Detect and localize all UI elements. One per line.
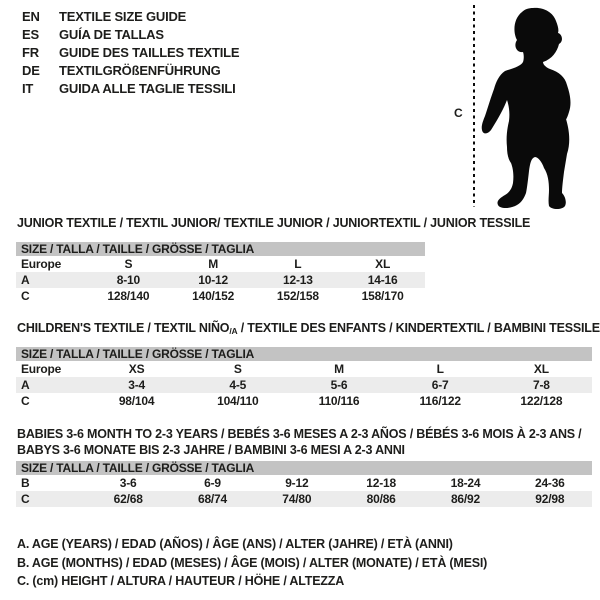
lang-row-it — [22, 80, 239, 98]
table-row-height — [16, 491, 592, 507]
note-a: A. AGE (YEARS) / EDAD (AÑOS) / ÂGE (ANS) / ALTER (JAHRE) / ETÀ (ANNI) — [17, 537, 453, 551]
table-row-height — [16, 288, 425, 304]
cell: 152/158 — [276, 289, 319, 303]
cell: C — [21, 394, 30, 408]
cell: 3-6 — [119, 476, 137, 490]
cell: 92/98 — [508, 491, 592, 507]
size-header-row — [16, 242, 425, 256]
size-header-bar: SIZE / TALLA / TAILLE / GRÖSSE / TAGLIA — [16, 242, 425, 256]
cell: C — [21, 289, 30, 303]
lang-code: EN — [22, 9, 40, 24]
lang-code: FR — [22, 45, 39, 60]
lang-title: TEXTILE SIZE GUIDE — [59, 9, 187, 24]
cell: 14-16 — [340, 272, 425, 288]
cell: Europe — [21, 257, 62, 271]
size-header-bar: SIZE / TALLA / TAILLE / GRÖSSE / TAGLIA — [16, 347, 592, 361]
cell: A — [16, 377, 86, 393]
lang-title: GUIDA ALLE TAGLIE TESSILI — [59, 81, 236, 96]
babies-table-title — [17, 426, 581, 458]
title-text: CHILDREN'S TEXTILE / TEXTIL NIÑO — [17, 321, 230, 335]
table-row-age — [16, 377, 592, 393]
cell: 4-5 — [187, 377, 288, 393]
title-subscript: /A — [229, 326, 238, 336]
lang-code: IT — [22, 81, 34, 96]
cell: S — [233, 362, 242, 376]
title-line-1: BABIES 3-6 MONTH TO 2-3 YEARS / BEBÉS 3-6 MESES A 2-3 AÑOS / BÉBÉS 3-6 MOIS À 2-3 ANS / — [17, 427, 582, 441]
cell: 18-24 — [450, 476, 481, 490]
cell: 12-13 — [256, 272, 341, 288]
lang-title: GUÍA DE TALLAS — [59, 27, 164, 42]
cell: 10-12 — [171, 272, 256, 288]
table-row-age-months — [16, 475, 592, 491]
cell: 86/92 — [423, 491, 507, 507]
lang-row-es — [22, 26, 239, 44]
cell: 3-4 — [86, 377, 187, 393]
title-line-2: BABYS 3-6 MONATE BIS 2-3 JAHRE / BAMBINI 3-6 MESI A 2-3 ANNI — [17, 443, 405, 457]
table-row-height — [16, 393, 592, 409]
cell: XL — [533, 362, 549, 376]
cell: 122/128 — [520, 394, 563, 408]
cell: 8-10 — [86, 272, 171, 288]
cell: L — [436, 362, 444, 376]
cell: 104/110 — [217, 394, 259, 408]
lang-title: GUIDE DES TAILLES TEXTILE — [59, 45, 240, 60]
lang-code: ES — [22, 27, 39, 42]
cell: 12-18 — [366, 476, 396, 490]
note-b: B. AGE (MONTHS) / EDAD (MESES) / ÂGE (MOIS) / ALTER (MONATE) / ETÀ (MESI) — [17, 555, 488, 570]
table-row-europe — [16, 361, 592, 377]
cell: Europe — [21, 362, 62, 376]
table-row-europe — [16, 256, 425, 272]
language-title-list — [22, 8, 239, 98]
table-row-age — [16, 272, 425, 288]
title-text: / TEXTILE DES ENFANTS / KINDERTEXTIL / BAMBINI TESSILE — [237, 321, 600, 335]
lang-row-fr — [22, 44, 239, 62]
cell: L — [294, 257, 302, 271]
note-c: C. (cm) HEIGHT / ALTURA / HAUTEUR / HÖHE / ALTEZZA — [17, 574, 345, 588]
size-header-bar: SIZE / TALLA / TAILLE / GRÖSSE / TAGLIA — [16, 461, 592, 475]
cell: 116/122 — [419, 394, 461, 408]
cell: 9-12 — [285, 476, 309, 490]
cell: S — [124, 257, 133, 271]
cell: 7-8 — [491, 377, 592, 393]
cell: 68/74 — [170, 491, 254, 507]
cell: 140/152 — [192, 289, 235, 303]
cell: 74/80 — [255, 491, 339, 507]
cell: 6-9 — [204, 476, 221, 490]
cell: XL — [375, 257, 391, 271]
cell: 6-7 — [390, 377, 491, 393]
junior-table-title: JUNIOR TEXTILE / TEXTIL JUNIOR/ TEXTILE JUNIOR / JUNIORTEXTIL / JUNIOR TESSILE — [17, 216, 531, 230]
junior-size-table — [16, 242, 425, 304]
cell: XS — [128, 362, 145, 376]
children-table-title — [17, 321, 600, 336]
cell: 62/68 — [86, 491, 170, 507]
lang-row-de — [22, 62, 239, 80]
cell: 80/86 — [339, 491, 423, 507]
cell: A — [16, 272, 86, 288]
cell: M — [208, 257, 219, 271]
cell: B — [21, 476, 30, 490]
cell: 5-6 — [288, 377, 389, 393]
lang-row-en — [22, 8, 239, 26]
cell: 110/116 — [318, 394, 360, 408]
size-header-row — [16, 461, 592, 475]
toddler-silhouette-icon — [479, 2, 599, 214]
cell: 128/140 — [107, 289, 150, 303]
height-dotted-line — [473, 5, 475, 207]
size-header-row — [16, 347, 592, 361]
cell: C — [16, 491, 86, 507]
cell: 158/170 — [361, 289, 404, 303]
children-size-table — [16, 347, 592, 409]
legend-notes — [17, 535, 487, 591]
cell: 24-36 — [534, 476, 565, 490]
lang-code: DE — [22, 63, 40, 78]
cell: M — [334, 362, 344, 376]
lang-title: TEXTILGRÖßENFÜHRUNG — [59, 63, 221, 78]
babies-size-table — [16, 461, 592, 507]
cell: 98/104 — [118, 394, 155, 408]
height-label-c: C — [454, 106, 463, 120]
